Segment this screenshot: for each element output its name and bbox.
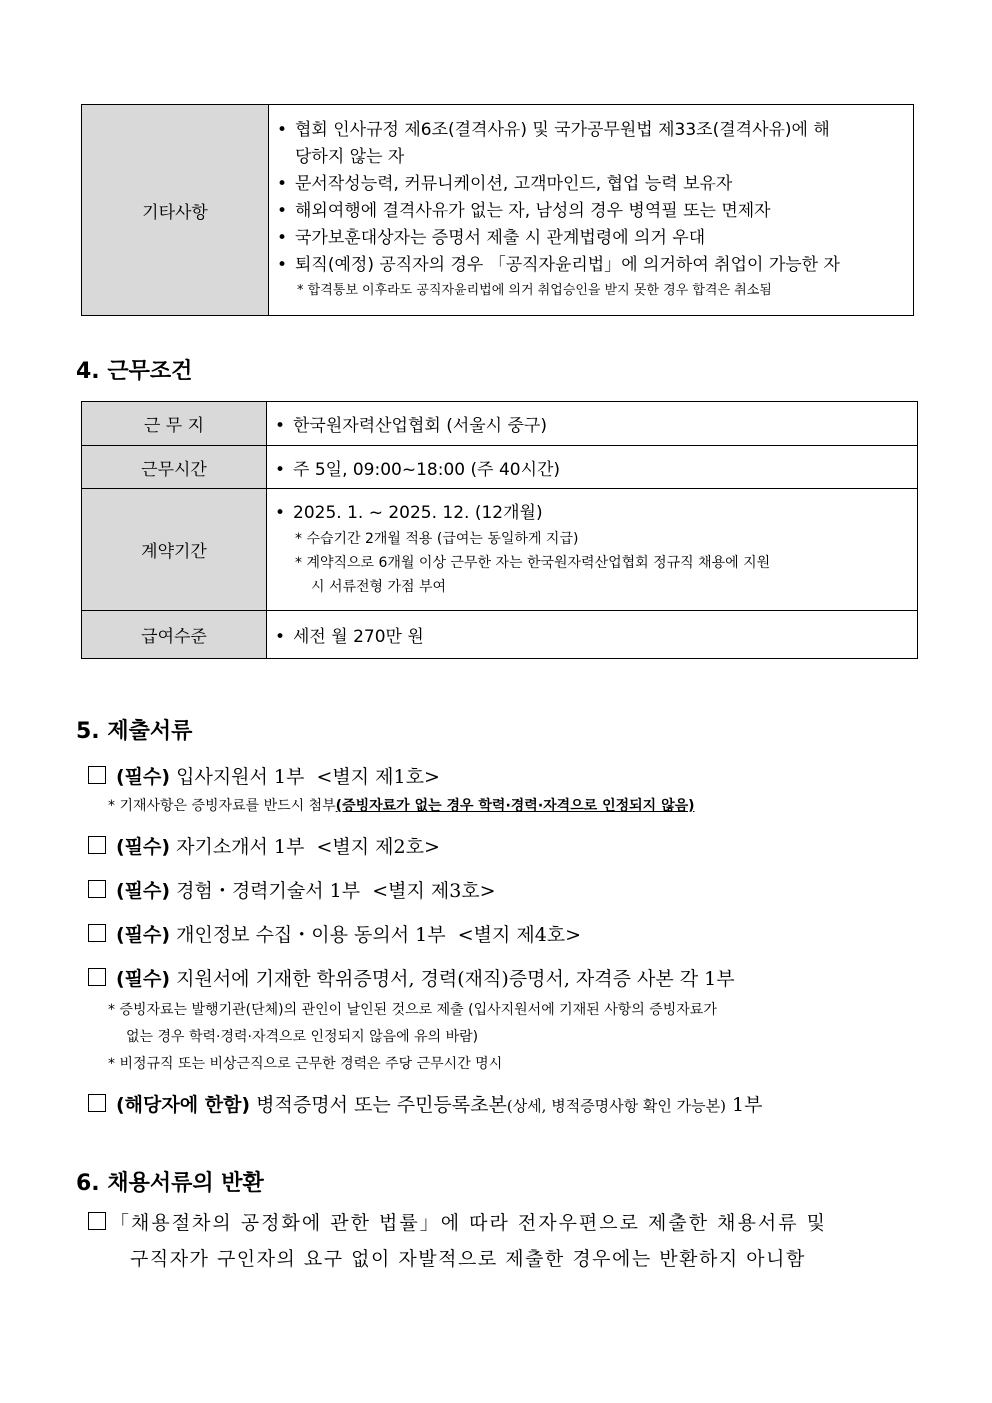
- checkbox-icon: [88, 880, 106, 898]
- return-para-line2: 구직자가 구인자의 요구 없이 자발적으로 제출한 경우에는 반환하지 아니함: [130, 1248, 806, 1270]
- work-hours-label: 근무시간: [82, 446, 267, 489]
- contract-note-2a: * 계약직으로 6개월 이상 근무한 자는 한국원자력산업협회 정규직 채용에 지원: [295, 555, 771, 571]
- section4-title: 4. 근무조건: [76, 359, 193, 384]
- salary-value: • 세전 월 270만 원: [267, 611, 918, 659]
- doc-item-military: (해당자에 한함) 병적증명서 또는 주민등록초본(상세, 병적증명사항 확인 가능본) 1부: [88, 1090, 763, 1117]
- other-line-2: • 문서작성능력, 커뮤니케이션, 고객마인드, 협업 능력 보유자: [277, 174, 733, 194]
- workplace-value: • 한국원자력산업협회 (서울시 중구): [267, 402, 918, 446]
- doc-item-self-intro: (필수) 자기소개서 1부 <별지 제2호>: [88, 832, 440, 859]
- work-conditions-table: [81, 401, 918, 659]
- checkbox-icon: [88, 766, 106, 784]
- other-label: 기타사항: [82, 105, 269, 316]
- other-line-3: • 해외여행에 결격사유가 없는 자, 남성의 경우 병역필 또는 면제자: [277, 201, 771, 221]
- doc-item-privacy: (필수) 개인정보 수집・이용 동의서 1부 <별지 제4호>: [88, 920, 581, 947]
- contract-note-1: * 수습기간 2개월 적용 (급여는 동일하게 지급): [295, 531, 579, 547]
- doc-note-irregular: * 비정규직 또는 비상근직으로 근무한 경력은 주당 근무시간 명시: [108, 1056, 503, 1072]
- other-table: [81, 104, 914, 316]
- contract-period-value: • 2025. 1. ~ 2025. 12. (12개월) * 수습기간 2개월 적용 (급여는 동일하게 지급) * 계약직으로 6개월 이상 근무한 자는 한국원자력산업협회 정규직 채용에 지원 시 서류전형 가점 부여: [267, 489, 918, 611]
- section5-title: 5. 제출서류: [76, 719, 193, 744]
- workplace-label: 근 무 지: [82, 402, 267, 446]
- contract-period-label: 계약기간: [82, 489, 267, 611]
- checkbox-icon: [88, 1212, 106, 1230]
- other-note: * 합격통보 이후라도 공직자윤리법에 의거 취업승인을 받지 못한 경우 합격은 취소됨: [297, 283, 772, 298]
- checkbox-icon: [88, 836, 106, 854]
- section6-title: 6. 채용서류의 반환: [76, 1171, 264, 1196]
- doc-note-evidence: * 기재사항은 증빙자료를 반드시 첨부(증빙자료가 없는 경우 학력·경력·자격으로 인정되지 않음): [108, 798, 695, 814]
- other-content: [269, 105, 914, 316]
- other-line-1b: 당하지 않는 자: [295, 147, 405, 167]
- doc-item-certificates: (필수) 지원서에 기재한 학위증명서, 경력(재직)증명서, 자격증 사본 각 1부: [88, 964, 735, 991]
- return-para-line1: 「채용절차의 공정화에 관한 법률」에 따라 전자우편으로 제출한 채용서류 및: [88, 1206, 827, 1241]
- doc-item-experience: (필수) 경험・경력기술서 1부 <별지 제3호>: [88, 876, 496, 903]
- checkbox-icon: [88, 924, 106, 942]
- other-line-4: • 국가보훈대상자는 증명서 제출 시 관계법령에 의거 우대: [277, 228, 706, 248]
- salary-label: 급여수준: [82, 611, 267, 659]
- work-hours-value: • 주 5일, 09:00~18:00 (주 40시간): [267, 446, 918, 489]
- doc-note-seal-b: 없는 경우 학력·경력·자격으로 인정되지 않음에 유의 바람): [126, 1029, 479, 1045]
- checkbox-icon: [88, 1094, 106, 1112]
- checkbox-icon: [88, 968, 106, 986]
- other-line-1: • 협회 인사규정 제6조(결격사유) 및 국가공무원법 제33조(결격사유)에 해: [277, 120, 830, 140]
- contract-note-2b: 시 서류전형 가점 부여: [311, 579, 447, 595]
- doc-item-application: (필수) 입사지원서 1부 <별지 제1호>: [88, 762, 440, 789]
- other-line-5: • 퇴직(예정) 공직자의 경우 「공직자윤리법」에 의거하여 취업이 가능한 자: [277, 255, 840, 275]
- doc-note-seal-a: * 증빙자료는 발행기관(단체)의 관인이 날인된 것으로 제출 (입사지원서에 기재된 사항의 증빙자료가: [108, 1002, 717, 1018]
